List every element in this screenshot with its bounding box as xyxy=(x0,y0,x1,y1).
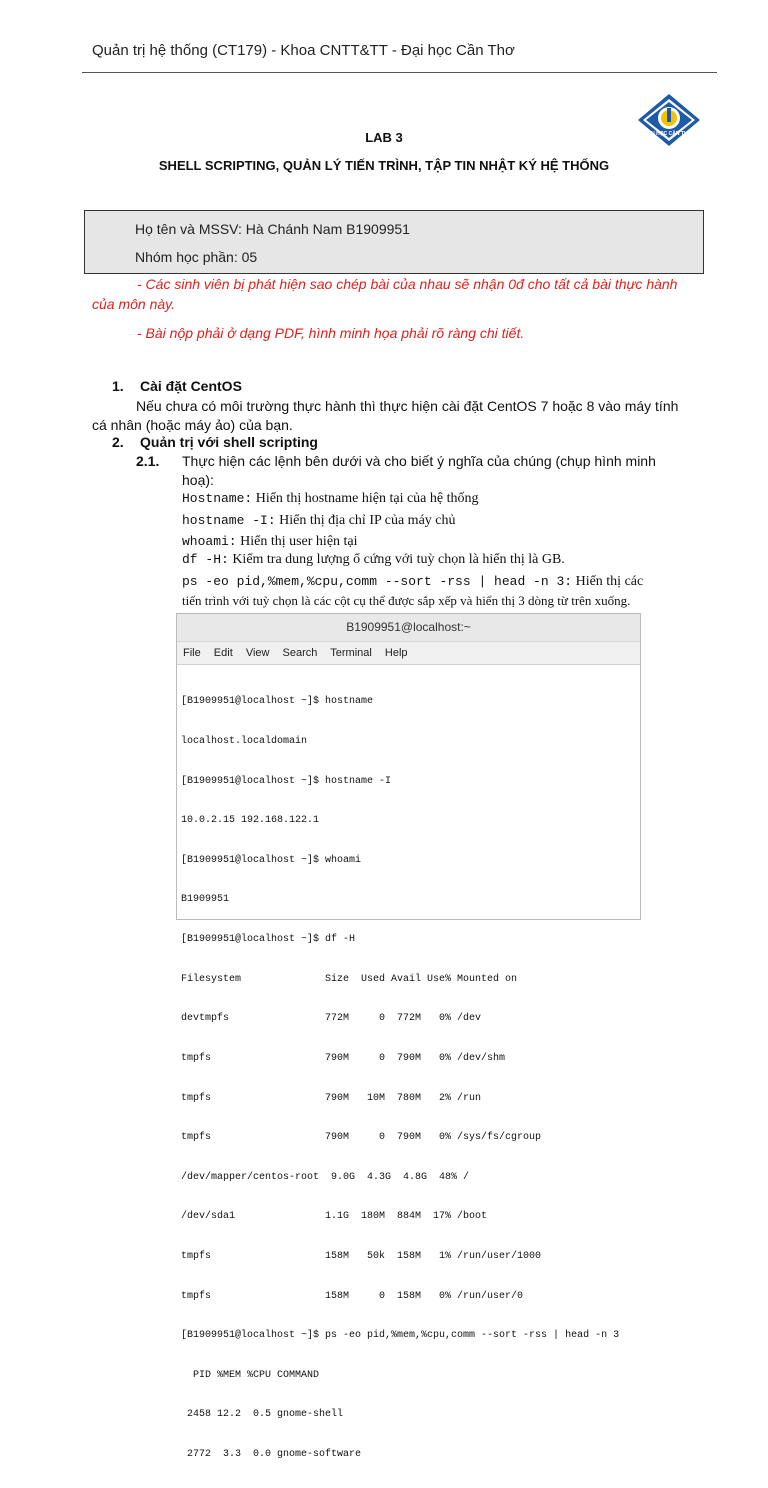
terminal-line: Filesystem Size Used Avail Use% Mounted on xyxy=(181,973,518,985)
command-desc: Hiển thị địa chỉ IP của máy chủ xyxy=(275,513,456,528)
terminal-menu-search[interactable]: Search xyxy=(282,647,318,659)
command-hostname-i xyxy=(182,513,456,529)
group-line: Nhóm học phần: 05 xyxy=(135,249,258,265)
terminal-menu-bar xyxy=(177,642,640,665)
terminal-line: [B1909951@localhost ~]$ whoami xyxy=(181,854,362,866)
note-pdf: - Bài nộp phải ở dạng PDF, hình minh họa phải rõ ràng chi tiết. xyxy=(137,325,525,341)
command-df xyxy=(182,552,565,568)
command-code: df -H: xyxy=(182,552,229,567)
terminal-menu-terminal[interactable]: Terminal xyxy=(330,647,372,659)
terminal-line: tmpfs 158M 50k 158M 1% /run/user/1000 xyxy=(181,1250,542,1262)
section-1-body: Nếu chưa có môi trường thực hành thì thực hiện cài đặt CentOS 7 hoặc 8 vào máy tính xyxy=(136,398,679,414)
command-ps-desc: tiến trình với tuỳ chọn là các cột cụ thể được sắp xếp và hiển thị 3 dòng từ trên xuống. xyxy=(182,593,631,608)
subsection-2-1-text-cont: hoạ): xyxy=(182,472,214,488)
terminal-screenshot xyxy=(176,613,641,1460)
command-code: whoami: xyxy=(182,534,237,549)
terminal-line: [B1909951@localhost ~]$ df -H xyxy=(181,934,356,946)
command-whoami xyxy=(182,534,358,550)
command-code: Hostname: xyxy=(182,491,253,506)
terminal-line: tmpfs 158M 0 158M 0% /run/user/0 xyxy=(181,1290,524,1302)
section-1-title: Cài đặt CentOS xyxy=(140,378,242,394)
terminal-line: localhost.localdomain xyxy=(181,736,308,748)
lab-title: LAB 3 xyxy=(365,130,403,145)
lab-subtitle: SHELL SCRIPTING, QUẢN LÝ TIẾN TRÌNH, TẬP TIN NHẬT KÝ HỆ THỐNG xyxy=(158,158,610,173)
terminal-line: tmpfs 790M 10M 780M 2% /run xyxy=(181,1092,482,1104)
subsection-2-1-number: 2.1. xyxy=(136,453,160,469)
terminal-menu-file[interactable]: File xyxy=(183,647,201,659)
note-plagiarism: - Các sinh viên bị phát hiện sao chép bài của nhau sẽ nhận 0đ cho tất cả bài thực hành xyxy=(137,276,678,292)
terminal-line: tmpfs 790M 0 790M 0% /dev/shm xyxy=(181,1052,506,1064)
command-desc: Hiển thị user hiện tại xyxy=(236,534,358,549)
terminal-line: B1909951 xyxy=(181,894,230,906)
command-ps xyxy=(182,574,643,590)
terminal-menu-view[interactable]: View xyxy=(245,647,270,659)
command-code: ps -eo pid,%mem,%cpu,comm --sort -rss | head -n 3: xyxy=(182,574,573,589)
command-desc: Hiển thị các xyxy=(572,574,644,589)
terminal-output xyxy=(177,665,640,1488)
section-1-body-cont: cá nhân (hoặc máy ảo) của bạn. xyxy=(92,417,293,433)
command-hostname xyxy=(182,491,479,507)
subsection-2-1-text: Thực hiện các lệnh bên dưới và cho biết ý nghĩa của chúng (chụp hình minh xyxy=(182,453,656,469)
note-plagiarism-cont: của môn này. xyxy=(92,296,176,312)
section-1-number: 1. xyxy=(112,378,124,394)
header-divider xyxy=(82,72,717,73)
terminal-menu-edit[interactable]: Edit xyxy=(213,647,233,659)
terminal-title-bar: B1909951@localhost:~ xyxy=(177,614,640,642)
student-info-box xyxy=(84,210,704,274)
terminal-line: 2458 12.2 0.5 gnome-shell xyxy=(181,1409,344,1421)
section-2-title: Quản trị với shell scripting xyxy=(140,434,318,450)
terminal-line: tmpfs 790M 0 790M 0% /sys/fs/cgroup xyxy=(181,1132,542,1144)
terminal-menu-help[interactable]: Help xyxy=(384,647,408,659)
command-code: hostname -I: xyxy=(182,513,276,528)
terminal-line: /dev/sda1 1.1G 180M 884M 17% /boot xyxy=(181,1211,488,1223)
section-2-number: 2. xyxy=(112,434,124,450)
terminal-line: [B1909951@localhost ~]$ hostname -I xyxy=(181,775,392,787)
page-header: Quản trị hệ thống (CT179) - Khoa CNTT&TT - Đại học Cần Thơ xyxy=(92,42,515,59)
svg-text:ĐẠI HỌC CẦN THƠ: ĐẠI HỌC CẦN THƠ xyxy=(646,131,692,137)
terminal-line: [B1909951@localhost ~]$ hostname xyxy=(181,696,374,708)
terminal-line: PID %MEM %CPU COMMAND xyxy=(181,1369,320,1381)
terminal-line: devtmpfs 772M 0 772M 0% /dev xyxy=(181,1013,482,1025)
terminal-line: 10.0.2.15 192.168.122.1 xyxy=(181,815,320,827)
terminal-line: /dev/mapper/centos-root 9.0G 4.3G 4.8G 48% / xyxy=(181,1171,470,1183)
command-desc: Hiển thị hostname hiện tại của hệ thống xyxy=(252,491,479,506)
student-name-line: Họ tên và MSSV: Hà Chánh Nam B1909951 xyxy=(135,221,410,237)
terminal-line: [B1909951@localhost ~]$ ps -eo pid,%mem,%cpu,comm --sort -rss | head -n 3 xyxy=(181,1330,620,1342)
terminal-line: 2772 3.3 0.0 gnome-software xyxy=(181,1448,362,1460)
command-desc: Kiểm tra dung lượng ổ cứng với tuỳ chọn là hiển thị là GB. xyxy=(228,552,565,567)
